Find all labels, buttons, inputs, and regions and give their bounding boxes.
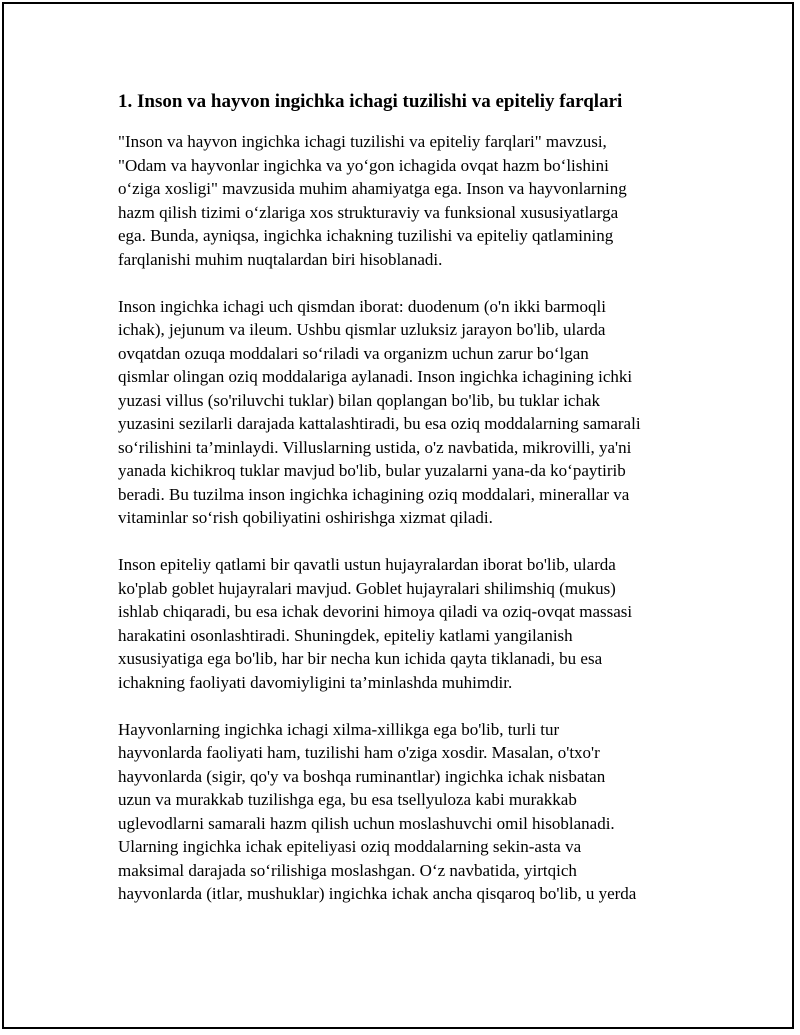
- text-line: "Inson va hayvon ingichka ichagi tuzilishi va epiteliy farqlari" mavzusi,: [118, 132, 607, 151]
- paragraph-2: [118, 295, 688, 530]
- text-line: so‘rilishini ta’minlaydi. Villuslarning ustida, o'z navbatida, mikrovilli, ya'ni: [118, 437, 632, 457]
- text-line: vitaminlar so‘rish qobiliyatini oshirishga xizmat qiladi.: [118, 508, 493, 527]
- text-line: Inson ingichka ichagi uch qismdan iborat: duodenum (o'n ikki barmoqli: [118, 296, 606, 316]
- paragraph-3: [118, 553, 688, 694]
- text-line: ichakning faoliyati davomiyligini ta’minlashda muhimdir.: [118, 672, 513, 692]
- text-line: hayvonlarda faoliyati ham, tuzilishi ham o'ziga xosdir. Masalan, o'txo'r: [118, 743, 600, 762]
- paragraph-4: [118, 718, 688, 906]
- text-line: hayvonlarda (sigir, qo'y va boshqa ruminantlar) ingichka ichak nisbatan: [118, 766, 606, 786]
- paragraph-1: [118, 130, 688, 271]
- text-line: harakatini osonlashtiradi. Shuningdek, epiteliy katlami yangilanish: [118, 625, 573, 645]
- text-line: Inson epiteliy qatlami bir qavatli ustun hujayralardan iborat bo'lib, ularda: [118, 555, 616, 574]
- text-line: ichak), jejunum va ileum. Ushbu qismlar uzluksiz jarayon bo'lib, ularda: [118, 320, 606, 339]
- text-line: maksimal darajada so‘rilishiga moslashgan. O‘z navbatida, yirtqich: [118, 860, 577, 880]
- text-line: qismlar olingan oziq moddalariga aylanadi. Inson ingichka ichagining ichki: [118, 367, 633, 386]
- text-line: ega. Bunda, ayniqsa, ingichka ichakning tuzilishi va epiteliy qatlamining: [118, 226, 614, 245]
- section-heading: 1. Inson va hayvon ingichka ichagi tuzilishi va epiteliy farqlari: [118, 91, 623, 112]
- text-line: beradi. Bu tuzilma inson ingichka ichagining oziq moddalari, minerallar va: [118, 484, 630, 504]
- text-line: hayvonlarda (itlar, mushuklar) ingichka ichak ancha qisqaroq bo'lib, u yerda: [118, 884, 637, 903]
- text-line: o‘ziga xosligi" mavzusida muhim ahamiyatga ega. Inson va hayvonlarning: [118, 179, 627, 198]
- text-line: "Odam va hayvonlar ingichka va yo‘gon ichagida ovqat hazm bo‘lishini: [118, 155, 609, 175]
- text-line: ko'plab goblet hujayralari mavjud. Goblet hujayralari shilimshiq (mukus): [118, 578, 616, 598]
- text-line: ovqatdan ozuqa moddalari so‘riladi va organizm uchun zarur bo‘lgan: [118, 343, 589, 363]
- text-line: yanada kichikroq tuklar mavjud bo'lib, bular yuzalarni yana-da ko‘paytirib: [118, 461, 626, 480]
- text-line: ishlab chiqaradi, bu esa ichak devorini himoya qiladi va oziq-ovqat massasi: [118, 602, 633, 621]
- text-line: yuzasi villus (so'riluvchi tuklar) bilan qoplangan bo'lib, bu tuklar ichak: [118, 390, 601, 410]
- text-line: Hayvonlarning ingichka ichagi xilma-xillikga ega bo'lib, turli tur: [118, 719, 560, 739]
- text-line: Ularning ingichka ichak epiteliyasi oziq moddalarning sekin-asta va: [118, 837, 582, 856]
- document-body: [118, 90, 688, 929]
- text-line: xususiyatiga ega bo'lib, har bir necha kun ichida qayta tiklanadi, bu esa: [118, 649, 603, 668]
- text-line: uzun va murakkab tuzilishga ega, bu esa tsellyuloza kabi murakkab: [118, 790, 577, 809]
- text-line: farqlanishi muhim nuqtalardan biri hisoblanadi.: [118, 249, 443, 269]
- text-line: uglevodlarni samarali hazm qilish uchun moslashuvchi omil hisoblanadi.: [118, 813, 615, 833]
- text-line: hazm qilish tizimi o‘zlariga xos strukturaviy va funksional xususiyatlarga: [118, 202, 619, 222]
- text-line: yuzasini sezilarli darajada kattalashtiradi, bu esa oziq moddalarning samarali: [118, 414, 641, 433]
